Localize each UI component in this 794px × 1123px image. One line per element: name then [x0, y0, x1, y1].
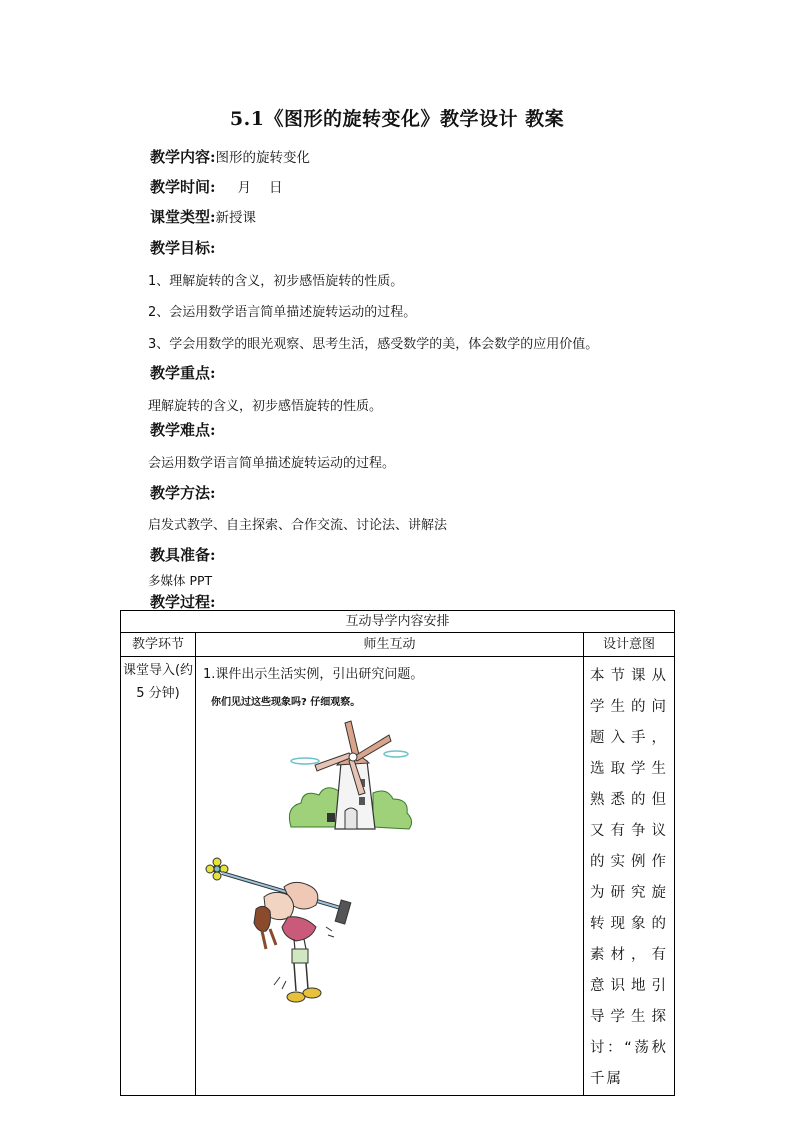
methods-value: 启发式教学、自主探索、合作交流、讨论法、讲解法: [148, 518, 448, 533]
goal-item: 3、学会用数学的眼光观察、思考生活，感受数学的美，体会数学的应用价值。: [148, 337, 599, 352]
class-type-row: [150, 206, 256, 227]
document-title: 5.1《图形的旋转变化》教学设计 教案: [229, 108, 565, 130]
interaction-text: 1.课件出示生活实例，引出研究问题。: [203, 667, 424, 682]
tools-value: 多媒体 PPT: [148, 573, 213, 588]
class-type-label: 课堂类型:: [150, 208, 216, 226]
time-month: 月: [237, 180, 252, 196]
class-type-value: 新授课: [215, 210, 257, 226]
header-step: 教学环节: [121, 633, 196, 657]
tools-label: 教具准备:: [150, 546, 216, 564]
step-cell: 课堂导入(约 5 分钟): [121, 657, 196, 1096]
slide-caption: 你们见过这些现象吗? 仔细观察。: [211, 697, 361, 708]
header-interaction: 师生互动: [196, 633, 584, 657]
goals-heading: [150, 237, 216, 258]
table-caption: 互动导学内容安排: [121, 611, 675, 633]
key-point-value: 理解旋转的含义，初步感悟旋转的性质。: [148, 399, 383, 414]
interaction-cell: [196, 657, 584, 1096]
windmill-icon: [281, 717, 421, 837]
content-value: 图形的旋转变化: [215, 150, 311, 166]
table-row: [121, 657, 675, 1096]
methods-label: 教学方法:: [150, 484, 216, 502]
girl-pinwheel-icon: [204, 857, 354, 1012]
key-point-heading: [150, 362, 216, 383]
content-row: [150, 146, 310, 167]
key-point-label: 教学重点:: [150, 364, 216, 382]
time-label: 教学时间:: [150, 178, 216, 196]
time-row: [150, 176, 283, 197]
lesson-table: [120, 610, 675, 1096]
header-intent: 设计意图: [584, 633, 675, 657]
intent-cell: 本节课从学生的问题入手，选取学生熟悉的但又有争议的实例作为研究旋转现象的素材，有意识地引导学生探讨：“荡秋千属: [584, 657, 675, 1096]
methods-heading: [150, 482, 216, 503]
difficulty-heading: [150, 419, 216, 440]
goal-item: 2、会运用数学语言简单描述旋转运动的过程。: [148, 305, 417, 320]
content-label: 教学内容:: [150, 148, 216, 166]
difficulty-value: 会运用数学语言简单描述旋转运动的过程。: [148, 456, 396, 471]
goals-label: 教学目标:: [150, 239, 216, 257]
process-label: 教学过程:: [150, 593, 216, 611]
difficulty-label: 教学难点:: [150, 421, 216, 439]
time-day: 日: [269, 180, 283, 196]
goal-item: 1、理解旋转的含义，初步感悟旋转的性质。: [148, 274, 404, 289]
tools-heading: [150, 544, 216, 565]
process-heading: [150, 591, 216, 612]
